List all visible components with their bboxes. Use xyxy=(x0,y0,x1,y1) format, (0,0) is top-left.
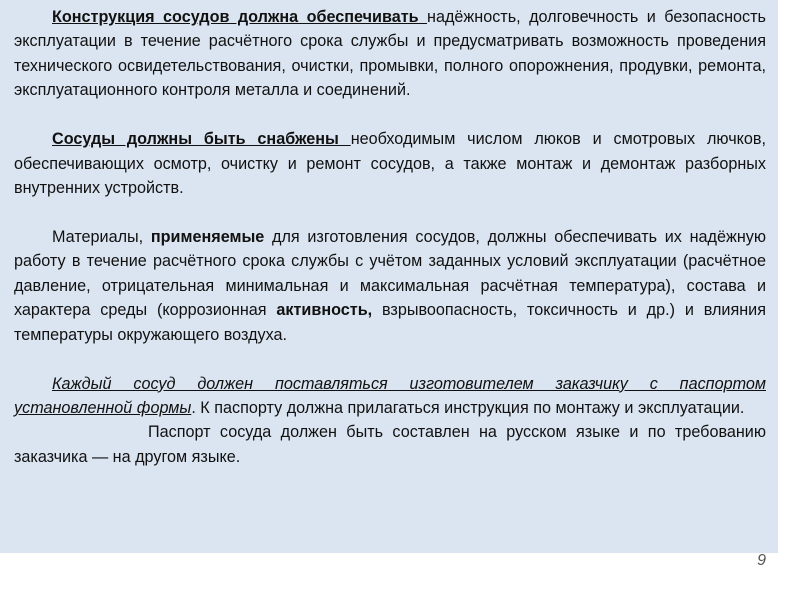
paragraph-hatches-text: необходимым числом люков и смотровых лючков, обеспечивающих осмотр, очистку и ремонт сосудов, а также монтаж и демонтаж разборных внутренних устройств. xyxy=(14,130,766,198)
paragraph-language-text: Паспорт сосуда должен быть составлен на русском языке и по требованию заказчика — на другом языке. xyxy=(14,423,766,466)
paragraph-language xyxy=(14,420,766,469)
paragraph-materials-emphasis-applied: применяемые xyxy=(150,228,265,247)
paragraph-hatches-lead: Сосуды должны быть снабжены xyxy=(52,130,351,149)
paragraph-materials-emphasis-activity: активность, xyxy=(276,301,373,320)
paragraph-construction xyxy=(14,5,766,103)
paragraph-materials-middle: для изготовления сосудов, должны обеспечивать их надёжную работу в течение расчётного срока службы с учётом заданных условий эксплуатации (расчётное давление, отрицательная минимальная и максимальная расчётная температура), состава и характера среды (коррозионная xyxy=(14,228,766,320)
paragraph-passport xyxy=(14,372,766,421)
paragraph-construction-text: надёжность, долговечность и безопасность эксплуатации в течение расчётного срока службы и предусматривать возможность проведения технического освидетельствования, очистки, промывки, полного опорожнения, продувки, ремонта, эксплуатационного контроля металла и соединений. xyxy=(14,8,766,100)
paragraph-materials xyxy=(14,225,766,347)
paragraph-passport-lead: Каждый сосуд должен поставляться изготовителем заказчику с паспортом установленной формы xyxy=(14,374,766,418)
paragraph-hatches xyxy=(14,127,766,200)
paragraph-materials-end: взрывоопасность, токсичность и др.) и влияния температуры окружающего воздуха. xyxy=(14,301,766,344)
paragraph-construction-lead: Конструкция сосудов должна обеспечивать xyxy=(52,8,428,26)
paragraph-passport-text: . К паспорту должна прилагаться инструкция по монтажу и эксплуатации. xyxy=(191,399,745,418)
paragraph-materials-start: Материалы, xyxy=(52,228,151,247)
page-number: 9 xyxy=(757,552,766,569)
